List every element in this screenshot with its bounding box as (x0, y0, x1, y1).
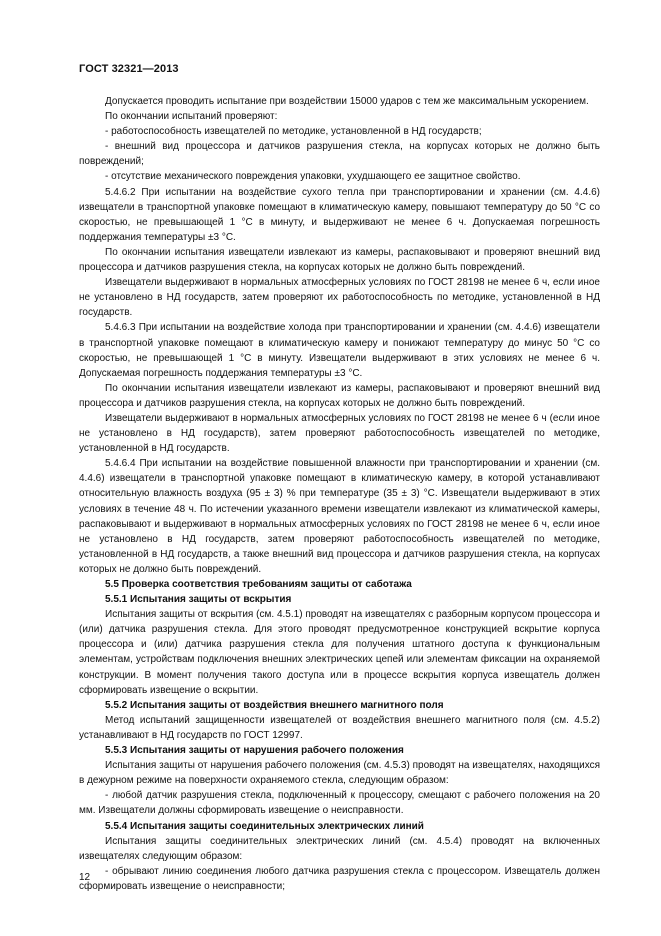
document-body (79, 94, 600, 894)
list-item: - внешний вид процессора и датчиков разрушения стекла, на корпусах которых не должно быть повреждений; (79, 141, 600, 168)
subsection-heading: 5.5.2 Испытания защиты от воздействия внешнего магнитного поля (105, 699, 444, 711)
page-number: 12 (79, 872, 91, 883)
list-item: - отсутствие механического повреждения упаковки, ухудшающего ее защитное свойство. (105, 171, 521, 183)
subsection-heading: 5.5.1 Испытания защиты от вскрытия (105, 594, 292, 606)
list-item: - любой датчик разрушения стекла, подключенный к процессору, смещают с рабочего положения на 20 мм. Извещатели должны сформировать извещение о неисправности. (79, 790, 600, 817)
paragraph: Испытания защиты от вскрытия (см. 4.5.1) проводят на извещателях с разборным корпусом процессора и (или) датчика разрушения стекла. Для этого проводят предусмотренное конструкцией вскрытие корпуса процессора и (или) датчика разрушения стекла для получения штатного доступа к функциональным элементам, устройствам подключения внешних электрических цепей или элементам фиксации на охраняемой конструкции. В момент получения такого доступа или в процессе вскрытия корпуса извещатель должен сформировать извещение о вскрытии. (79, 609, 600, 696)
list-item: - работоспособность извещателей по методике, установленной в НД государств; (105, 126, 482, 138)
subsection-heading: 5.5.4 Испытания защиты соединительных электрических линий (105, 820, 424, 832)
paragraph: По окончании испытания извещатели извлекают из камеры, распаковывают и проверяют внешний вид процессора и датчиков разрушения стекла, на корпусах которых не должно быть повреждений. (79, 246, 600, 274)
paragraph: По окончании испытания извещатели извлекают из камеры, распаковывают и проверяют внешний вид процессора и датчиков разрушения стекла, на корпусах которых не должно быть повреждений. (79, 382, 600, 409)
paragraph: По окончании испытаний проверяют: (105, 111, 278, 123)
paragraph: 5.4.6.4 При испытании на воздействие повышенной влажности при транспортировании и хранении (см. 4.4.6) извещатели в транспортной упаковке помещают в климатическую камеру, в которой устанавливают относительную влажность воздуха (95 ± 3) % при температуре (35 ± 3) °С. Извещатели выдерживают в этих условиях в течение 48 ч. По истечении указанного времени извещатели извлекают из климатической камеры, распаковывают и выдерживают в нормальных атмосферных условиях по ГОСТ 28198 не менее 6 ч, если иное не установлено в НД государств, затем проверяют работоспособность извещателей по методике, установленной в НД государств, а также внешний вид процессора и датчиков разрушения стекла, на корпусах которых не должно быть повреждений. (79, 458, 600, 575)
paragraph: 5.4.6.2 При испытании на воздействие сухого тепла при транспортировании и хранении (см. 4.4.6) извещатели в транспортной упаковке помещают в климатическую камеру, повышают температуру до 50 °С со скоростью, не превышающей 1 °С в минуту, и выдерживают не менее 6 ч. Допускаемая погрешность поддержания температуры ±3 °С. (79, 186, 600, 243)
list-item: - обрывают линию соединения любого датчика разрушения стекла с процессором. Извещатель должен сформировать извещение о неисправности; (79, 865, 600, 892)
section-heading: 5.5 Проверка соответствия требованиям защиты от саботажа (105, 579, 412, 590)
paragraph: Испытания защиты соединительных электрических линий (см. 4.5.4) проводят на включенных извещателях следующим образом: (79, 835, 600, 862)
paragraph: Извещатели выдерживают в нормальных атмосферных условиях по ГОСТ 28198 не менее 6 ч, если иное не установлено в НД государств, затем проверяют их работоспособность по методике, установленной в НД государств. (79, 277, 600, 319)
document-header: ГОСТ 32321—2013 (79, 63, 179, 75)
paragraph: Извещатели выдерживают в нормальных атмосферных условиях по ГОСТ 28198 не менее 6 ч (если иное не установлено в НД государств), затем проверяют работоспособность извещателей по методике, установленной в НД государств. (79, 412, 600, 455)
subsection-heading: 5.5.3 Испытания защиты от нарушения рабочего положения (105, 745, 404, 757)
paragraph: Испытания защиты от нарушения рабочего положения (см. 4.5.3) проводят на извещателях, находящихся в дежурном режиме на поверхности охраняемого стекла, следующим образом: (79, 760, 600, 787)
paragraph: Метод испытаний защищенности извещателей от воздействия внешнего магнитного поля (см. 4.5.2) устанавливают в НД государств по ГОСТ 12997. (79, 714, 600, 741)
paragraph: Допускается проводить испытание при воздействии 15000 ударов с тем же максимальным ускорением. (105, 96, 589, 107)
paragraph: 5.4.6.3 При испытании на воздействие холода при транспортировании и хранении (см. 4.4.6) извещатели в транспортной упаковке помещают в климатическую камеру и понижают температуру до минус 50 °С со скоростью, не превышающей 1 °С в минуту. Извещатели выдерживают в этих условиях не менее 6 ч. Допускаемая погрешность поддержания температуры ±3 °С. (79, 322, 600, 379)
